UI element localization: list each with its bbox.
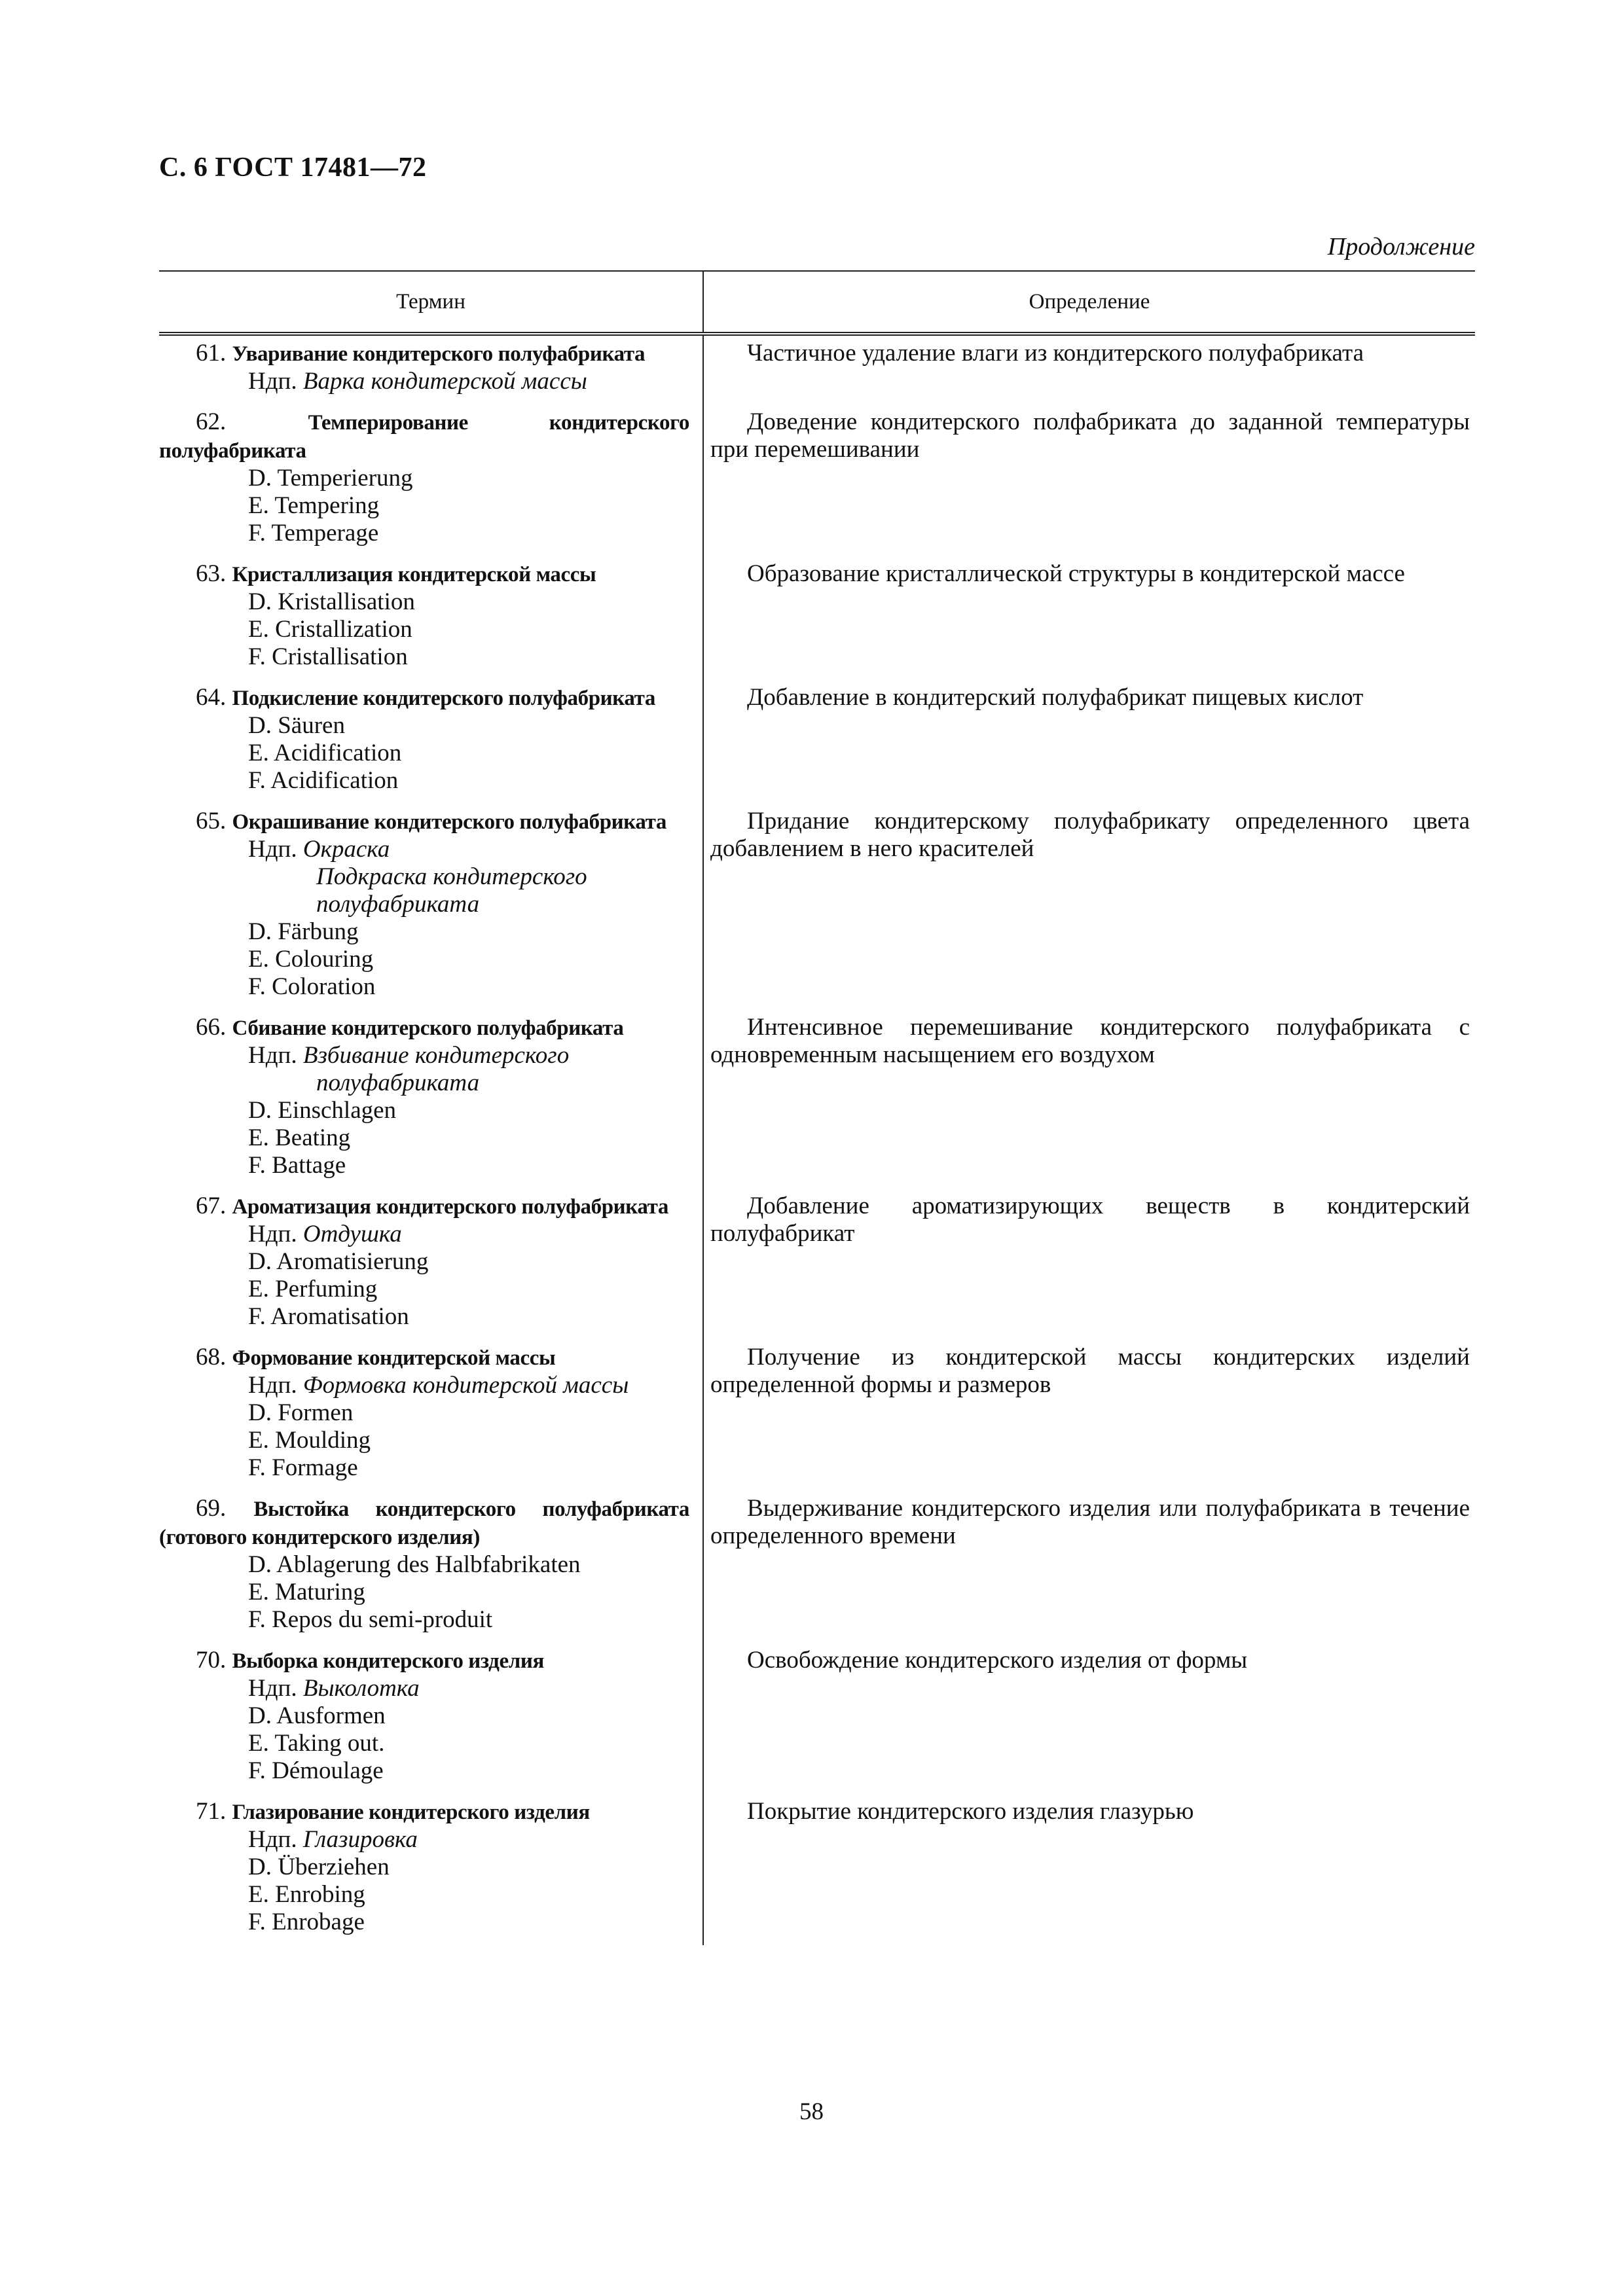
table-row: [159, 1491, 1475, 1643]
term-cell: [159, 404, 702, 556]
foreign-equivalent: D. Temperierung: [248, 465, 413, 492]
ndp-prefix: Ндп.: [248, 1042, 297, 1069]
terms-table: [159, 270, 1475, 1945]
table-row: [159, 804, 1475, 1010]
term-number: 66.: [196, 1014, 227, 1041]
table-row: [159, 1794, 1475, 1945]
term-number: 67.: [196, 1193, 227, 1219]
term-cell: [159, 1794, 702, 1945]
definition-cell: Доведение кондитерского полфабриката до заданной температуры при перемешивании: [710, 408, 1470, 463]
definition-cell: Покрытие кондитерского изделия глазурью: [747, 1798, 1194, 1825]
term-heading: [159, 560, 689, 588]
term-number: 64.: [196, 684, 227, 711]
non-recommended-synonym: [159, 1042, 689, 1069]
term-heading: [159, 1495, 689, 1551]
term-name: Окрашивание кондитерского полуфабриката: [232, 810, 666, 834]
foreign-equivalent: D. Ablagerung des Halbfabrikaten: [248, 1551, 581, 1578]
term-heading: [159, 684, 689, 712]
non-recommended-synonym: [159, 1069, 689, 1097]
term-heading: [159, 408, 689, 465]
table-row: [159, 1010, 1475, 1189]
term-name: Темперирование кондитерского полуфабриката: [159, 411, 689, 463]
term-cell: [159, 336, 702, 404]
document-header: С. 6 ГОСТ 17481—72: [159, 152, 427, 183]
non-recommended-synonym: [159, 891, 689, 918]
term-heading: [159, 1647, 689, 1675]
term-cell: [159, 1340, 702, 1491]
non-recommended-synonym: [159, 863, 689, 891]
term-name: Выборка кондитерского изделия: [232, 1649, 544, 1673]
foreign-equivalent: D. Säuren: [248, 712, 345, 739]
ndp-prefix: Ндп.: [248, 1826, 297, 1853]
foreign-equivalent: D. Überziehen: [248, 1854, 390, 1880]
page-number: 58: [799, 2098, 824, 2125]
continuation-label: Продолжение: [1327, 233, 1475, 260]
table-row: [159, 1340, 1475, 1491]
column-header-definition: Определение: [1029, 289, 1150, 314]
foreign-equivalent: D. Einschlagen: [248, 1097, 397, 1124]
foreign-equivalent: E. Maturing: [248, 1579, 365, 1605]
term-heading: [159, 1193, 689, 1221]
table-body: [159, 336, 1475, 1945]
ndp-prefix: Ндп.: [248, 1372, 297, 1399]
term-name: Подкисление кондитерского полуфабриката: [232, 687, 655, 710]
table-row: [159, 1643, 1475, 1794]
non-recommended-synonym: [159, 836, 689, 863]
definition-cell: Добавление ароматизирующих веществ в кондитерский полуфабрикат: [710, 1193, 1470, 1247]
definition-cell: Получение из кондитерской массы кондитерских изделий определенной формы и размеров: [710, 1344, 1470, 1398]
non-recommended-synonym: [159, 1221, 689, 1248]
foreign-equivalent: F. Enrobage: [248, 1909, 365, 1935]
table-row: [159, 680, 1475, 804]
foreign-equivalent: F. Temperage: [248, 520, 379, 547]
foreign-equivalent: F. Battage: [248, 1152, 346, 1179]
ndp-prefix: Ндп.: [248, 1221, 297, 1247]
foreign-equivalent: E. Colouring: [248, 946, 374, 973]
foreign-equivalent: D. Aromatisierung: [248, 1248, 429, 1275]
term-cell: [159, 804, 702, 1010]
definition-cell: Выдерживание кондитерского изделия или полуфабриката в течение определенного времени: [710, 1495, 1470, 1549]
ndp-prefix: Ндп.: [248, 836, 297, 863]
foreign-equivalent: D. Formen: [248, 1399, 354, 1426]
definition-cell: Интенсивное перемешивание кондитерского полуфабриката с одновременным насыщением его воздухом: [710, 1014, 1470, 1068]
term-heading: [159, 1014, 689, 1042]
foreign-equivalent: D. Kristallisation: [248, 588, 415, 615]
ndp-term: Формовка кондитерской массы: [302, 1372, 629, 1399]
definition-cell: Добавление в кондитерский полуфабрикат пищевых кислот: [747, 684, 1364, 711]
definition-cell: Освобождение кондитерского изделия от формы: [747, 1647, 1248, 1674]
foreign-equivalent: F. Aromatisation: [248, 1303, 409, 1330]
term-heading: [159, 340, 689, 368]
ndp-term: полуфабриката: [316, 1069, 480, 1096]
foreign-equivalent: F. Acidification: [248, 767, 399, 794]
term-number: 65.: [196, 808, 227, 834]
ndp-term: Отдушка: [302, 1221, 402, 1247]
foreign-equivalent: E. Beating: [248, 1124, 351, 1151]
ndp-term: Окраска: [302, 836, 390, 863]
non-recommended-synonym: [159, 368, 689, 395]
foreign-equivalent: E. Tempering: [248, 492, 380, 519]
term-name: Глазирование кондитерского изделия: [232, 1801, 590, 1824]
ndp-term: Подкраска кондитерского: [316, 863, 587, 890]
foreign-equivalent: F. Cristallisation: [248, 643, 408, 670]
definition-cell: Образование кристаллической структуры в кондитерской массе: [747, 560, 1405, 587]
term-number: 71.: [196, 1798, 227, 1825]
foreign-equivalent: D. Färbung: [248, 918, 359, 945]
foreign-equivalent: E. Acidification: [248, 740, 402, 766]
term-name: Формование кондитерской массы: [232, 1346, 556, 1370]
ndp-term: Выколотка: [302, 1675, 420, 1702]
foreign-equivalent: E. Perfuming: [248, 1276, 378, 1302]
definition-cell: Придание кондитерскому полуфабрикату определенного цвета добавлением в него красителей: [710, 808, 1470, 862]
non-recommended-synonym: [159, 1675, 689, 1702]
foreign-equivalent: F. Coloration: [248, 973, 376, 1000]
foreign-equivalent: E. Taking out.: [248, 1730, 385, 1757]
term-number: 69.: [196, 1495, 227, 1522]
term-heading: [159, 808, 689, 836]
table-row: [159, 556, 1475, 680]
table-row: [159, 1189, 1475, 1340]
column-header-term: Термин: [159, 272, 704, 332]
foreign-equivalent: E. Moulding: [248, 1427, 371, 1454]
term-heading: [159, 1798, 689, 1826]
term-cell: [159, 1643, 702, 1794]
foreign-equivalent: F. Repos du semi-produit: [248, 1606, 493, 1633]
foreign-equivalent: F. Démoulage: [248, 1757, 384, 1784]
ndp-prefix: Ндп.: [248, 1675, 297, 1702]
ndp-term: Варка кондитерской массы: [302, 368, 587, 395]
definition-cell: Частичное удаление влаги из кондитерского полуфабриката: [747, 340, 1364, 367]
foreign-equivalent: E. Enrobing: [248, 1881, 365, 1908]
ndp-term: полуфабриката: [316, 891, 480, 918]
term-cell: [159, 556, 702, 680]
term-number: 63.: [196, 560, 227, 587]
table-row: [159, 336, 1475, 404]
table-header: [159, 270, 1475, 336]
term-number: 62.: [196, 408, 227, 435]
foreign-equivalent: F. Formage: [248, 1454, 358, 1481]
term-name: Выстойка кондитерского полуфабриката (готового кондитерского изделия): [159, 1498, 689, 1549]
term-number: 61.: [196, 340, 227, 367]
term-cell: [159, 1491, 702, 1643]
term-number: 70.: [196, 1647, 227, 1674]
term-name: Ароматизация кондитерского полуфабриката: [232, 1195, 668, 1219]
term-cell: [159, 1189, 702, 1340]
term-name: Уваривание кондитерского полуфабриката: [232, 342, 646, 366]
term-number: 68.: [196, 1344, 227, 1371]
table-row: [159, 404, 1475, 556]
term-heading: [159, 1344, 689, 1372]
foreign-equivalent: E. Cristallization: [248, 616, 412, 643]
non-recommended-synonym: [159, 1826, 689, 1854]
column-divider: [702, 336, 704, 1945]
term-cell: [159, 1010, 702, 1189]
ndp-prefix: Ндп.: [248, 368, 297, 395]
term-cell: [159, 680, 702, 804]
ndp-term: Взбивание кондитерского: [302, 1042, 570, 1069]
term-name: Кристаллизация кондитерской массы: [232, 563, 596, 586]
ndp-term: Глазировка: [302, 1826, 418, 1853]
foreign-equivalent: D. Ausformen: [248, 1702, 386, 1729]
term-name: Сбивание кондитерского полуфабриката: [232, 1016, 624, 1040]
non-recommended-synonym: [159, 1372, 689, 1399]
